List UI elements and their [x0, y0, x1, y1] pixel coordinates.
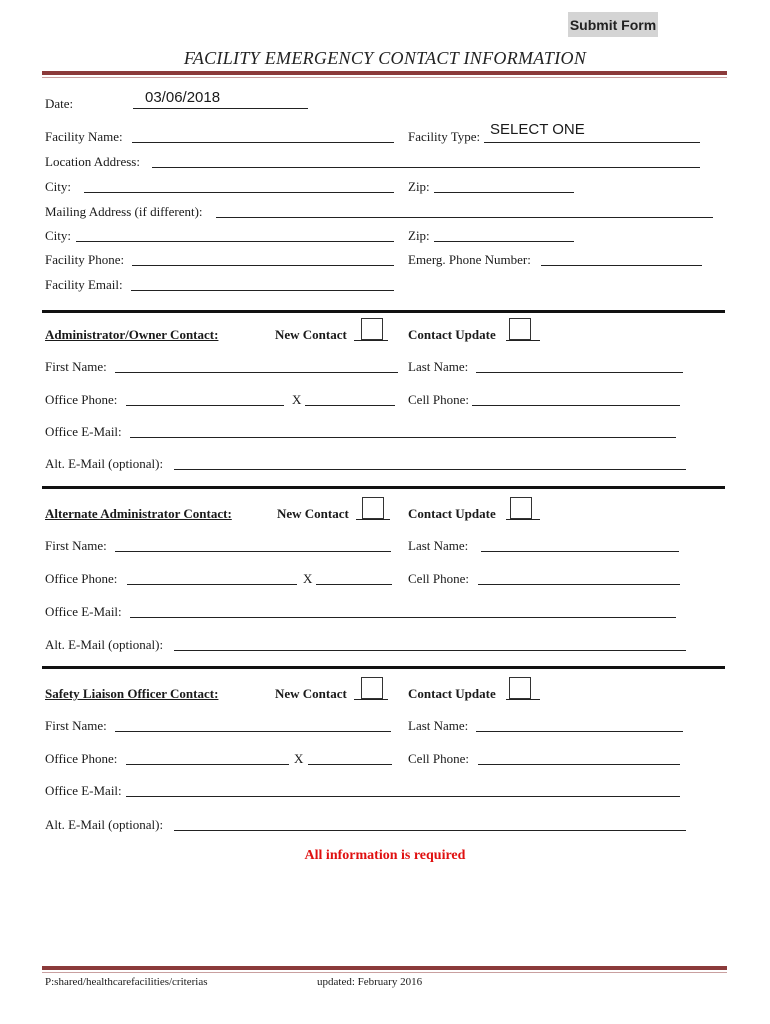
alt-cell-phone-field[interactable] [478, 584, 680, 585]
safety-contact-update-label: Contact Update [408, 686, 496, 701]
safety-new-contact-label: New Contact [275, 686, 347, 701]
safety-last-name-field[interactable] [476, 731, 683, 732]
mailing-address-field[interactable] [216, 217, 713, 218]
required-note: All information is required [304, 848, 466, 863]
page-title: FACILITY EMERGENCY CONTACT INFORMATION [183, 48, 587, 68]
safety-office-email-field[interactable] [126, 796, 680, 797]
admin-contact-update-label: Contact Update [408, 327, 496, 342]
safety-alt-email-label: Alt. E-Mail (optional): [45, 817, 164, 832]
safety-ext-label: X [294, 751, 304, 766]
admin-last-name-field[interactable] [476, 372, 683, 373]
alt-contact-update-label: Contact Update [408, 506, 496, 521]
section-rule-2 [42, 486, 725, 489]
admin-update-line [506, 340, 540, 341]
section-rule-3 [42, 666, 725, 669]
safety-ext-field[interactable] [308, 764, 392, 765]
alt-update-line [506, 519, 540, 520]
safety-cell-phone-label: Cell Phone: [408, 751, 470, 766]
alt-alt-email-label: Alt. E-Mail (optional): [45, 637, 164, 652]
admin-owner-title: Administrator/Owner Contact: [45, 327, 219, 342]
admin-ext-field[interactable] [305, 405, 395, 406]
safety-first-name-field[interactable] [115, 731, 391, 732]
zip2-field[interactable] [434, 241, 574, 242]
alt-admin-title: Alternate Administrator Contact: [45, 506, 232, 521]
alt-office-phone-label: Office Phone: [45, 571, 118, 586]
alt-new-contact-label: New Contact [277, 506, 349, 521]
admin-new-contact-label: New Contact [275, 327, 347, 342]
alt-office-phone-field[interactable] [127, 584, 297, 585]
facility-type-select[interactable]: SELECT ONE [490, 121, 585, 138]
alt-last-name-field[interactable] [481, 551, 679, 552]
facility-name-field[interactable] [132, 142, 394, 143]
alt-office-email-field[interactable] [130, 617, 676, 618]
location-address-label: Location Address: [45, 154, 140, 169]
facility-type-line [484, 142, 700, 143]
city-field[interactable] [84, 192, 394, 193]
date-label: Date: [45, 96, 74, 111]
safety-first-name-label: First Name: [45, 718, 107, 733]
zip-field[interactable] [434, 192, 574, 193]
admin-office-phone-field[interactable] [126, 405, 284, 406]
admin-alt-email-field[interactable] [174, 469, 686, 470]
location-address-field[interactable] [152, 167, 700, 168]
emerg-phone-label: Emerg. Phone Number: [408, 252, 531, 267]
alt-office-email-label: Office E-Mail: [45, 604, 122, 619]
admin-alt-email-label: Alt. E-Mail (optional): [45, 456, 164, 471]
section-rule-1 [42, 310, 725, 313]
zip-label: Zip: [408, 179, 430, 194]
admin-cell-phone-field[interactable] [472, 405, 680, 406]
city2-field[interactable] [76, 241, 394, 242]
safety-cell-phone-field[interactable] [478, 764, 680, 765]
alt-ext-label: X [303, 571, 313, 586]
alt-first-name-field[interactable] [115, 551, 391, 552]
admin-office-email-label: Office E-Mail: [45, 424, 122, 439]
alt-alt-email-field[interactable] [174, 650, 686, 651]
safety-new-line [354, 699, 388, 700]
zip2-label: Zip: [408, 228, 430, 243]
admin-cell-phone-label: Cell Phone: [408, 392, 470, 407]
footer-updated: updated: February 2016 [317, 976, 423, 988]
admin-office-phone-label: Office Phone: [45, 392, 118, 407]
alt-last-name-label: Last Name: [408, 538, 469, 553]
safety-office-phone-field[interactable] [126, 764, 289, 765]
emerg-phone-field[interactable] [541, 265, 702, 266]
safety-liaison-title: Safety Liaison Officer Contact: [45, 686, 219, 701]
safety-contact-update-checkbox[interactable] [509, 677, 531, 699]
city2-label: City: [45, 228, 72, 243]
facility-email-label: Facility Email: [45, 277, 123, 292]
safety-last-name-label: Last Name: [408, 718, 469, 733]
alt-cell-phone-label: Cell Phone: [408, 571, 470, 586]
admin-last-name-label: Last Name: [408, 359, 469, 374]
admin-ext-label: X [292, 392, 302, 407]
alt-first-name-label: First Name: [45, 538, 107, 553]
title-rule-thin [42, 77, 727, 78]
alt-ext-field[interactable] [316, 584, 392, 585]
date-field[interactable]: 03/06/2018 [145, 89, 221, 106]
footer-path: P:shared/healthcarefacilities/criterias [45, 976, 208, 988]
alt-new-contact-checkbox[interactable] [362, 497, 384, 519]
safety-office-phone-label: Office Phone: [45, 751, 118, 766]
mailing-address-label: Mailing Address (if different): [45, 204, 203, 219]
safety-office-email-label: Office E-Mail: [45, 783, 122, 798]
facility-phone-label: Facility Phone: [45, 252, 125, 267]
safety-new-contact-checkbox[interactable] [361, 677, 383, 699]
alt-contact-update-checkbox[interactable] [510, 497, 532, 519]
admin-office-email-field[interactable] [130, 437, 676, 438]
admin-first-name-field[interactable] [115, 372, 398, 373]
submit-form-button[interactable]: Submit Form [568, 12, 658, 37]
facility-type-label: Facility Type: [408, 129, 481, 144]
title-rule [42, 71, 727, 75]
footer-rule [42, 966, 727, 970]
facility-name-label: Facility Name: [45, 129, 123, 144]
admin-new-line [354, 340, 388, 341]
footer-rule-thin [42, 972, 727, 973]
date-line [133, 108, 308, 109]
facility-phone-field[interactable] [132, 265, 394, 266]
admin-new-contact-checkbox[interactable] [361, 318, 383, 340]
city-label: City: [45, 179, 72, 194]
admin-first-name-label: First Name: [45, 359, 107, 374]
safety-update-line [506, 699, 540, 700]
facility-email-field[interactable] [131, 290, 394, 291]
admin-contact-update-checkbox[interactable] [509, 318, 531, 340]
safety-alt-email-field[interactable] [174, 830, 686, 831]
alt-new-line [356, 519, 390, 520]
